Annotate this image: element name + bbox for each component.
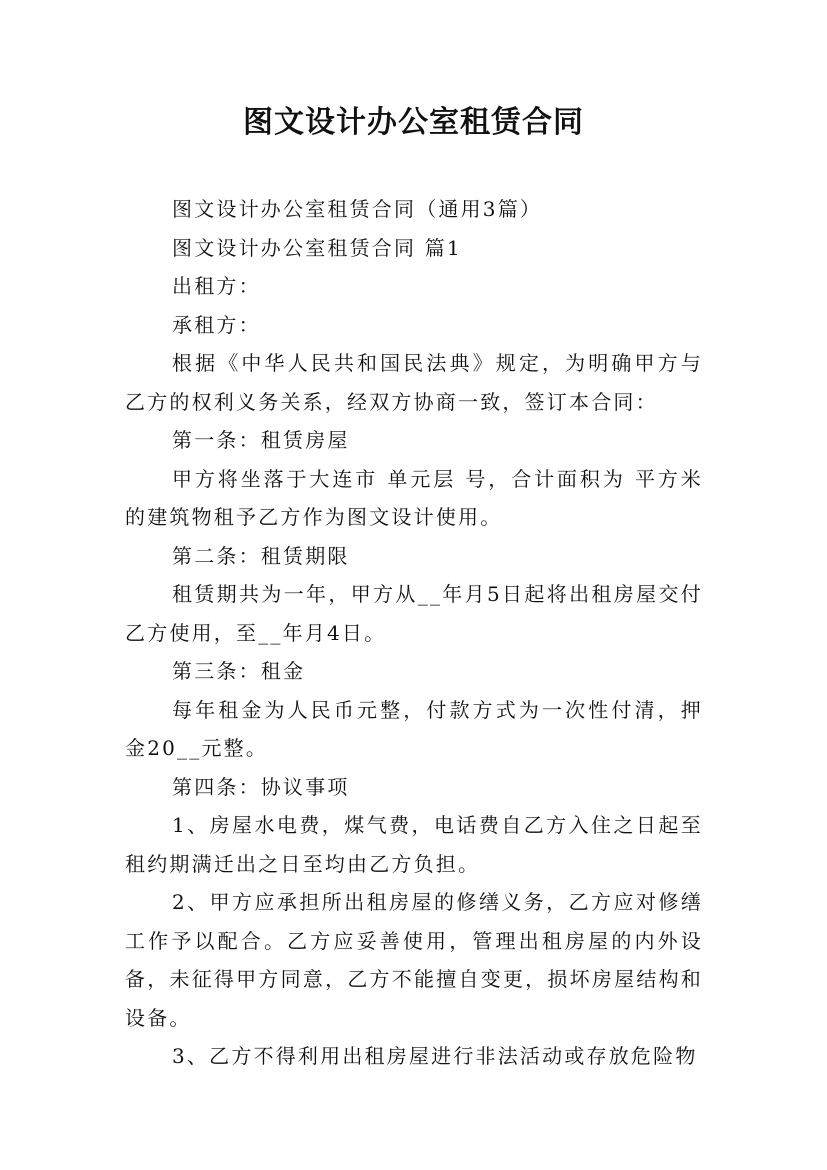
paragraph-item-1: 1、房屋水电费，煤气费，电话费自乙方入住之日起至租约期满迁出之日至均由乙方负担。 bbox=[125, 813, 703, 876]
paragraph-lessee: 承租方： bbox=[172, 312, 261, 337]
paragraph-article-2-heading: 第二条：租赁期限 bbox=[172, 543, 350, 568]
paragraph-item-2: 2、甲方应承担所出租房屋的修缮义务，乙方应对修缮工作予以配合。乙方应妥善使用，管理出租房屋的内外设备，未征得甲方同意，乙方不能擅自变更，损坏房屋结构和设备。 bbox=[125, 890, 703, 1030]
paragraph-article-1-heading: 第一条：租赁房屋 bbox=[172, 428, 350, 452]
paragraph-item-3: 3、乙方不得利用出租房屋进行非法活动或存放危险物 bbox=[172, 1044, 698, 1068]
paragraph-article-3-heading: 第三条：租金 bbox=[172, 659, 306, 683]
paragraph-article-2-text: 租赁期共为一年，甲方从__年月5日起将出租房屋交付乙方使用，至__年月4日。 bbox=[125, 582, 703, 645]
paragraph-article-3-text: 每年租金为人民币元整，付款方式为一次性付清，押金20__元整。 bbox=[125, 697, 703, 760]
document-title: 图文设计办公室租赁合同 bbox=[243, 105, 584, 140]
paragraph-article-4-heading: 第四条：协议事项 bbox=[172, 774, 350, 799]
paragraph-article-1-text: 甲方将坐落于大连市 单元层 号，合计面积为 平方米的建筑物租予乙方作为图文设计使用。 bbox=[125, 466, 703, 529]
paragraph-preamble: 根据《中华人民共和国民法典》规定，为明确甲方与乙方的权利义务关系，经双方协商一致，签订本合同： bbox=[125, 351, 703, 414]
paragraph-collection-title: 图文设计办公室租赁合同（通用3篇） bbox=[172, 197, 543, 221]
document-body bbox=[125, 190, 703, 1076]
paragraph-lessor: 出租方： bbox=[172, 274, 261, 298]
paragraph-section-heading: 图文设计办公室租赁合同 篇1 bbox=[172, 235, 462, 260]
